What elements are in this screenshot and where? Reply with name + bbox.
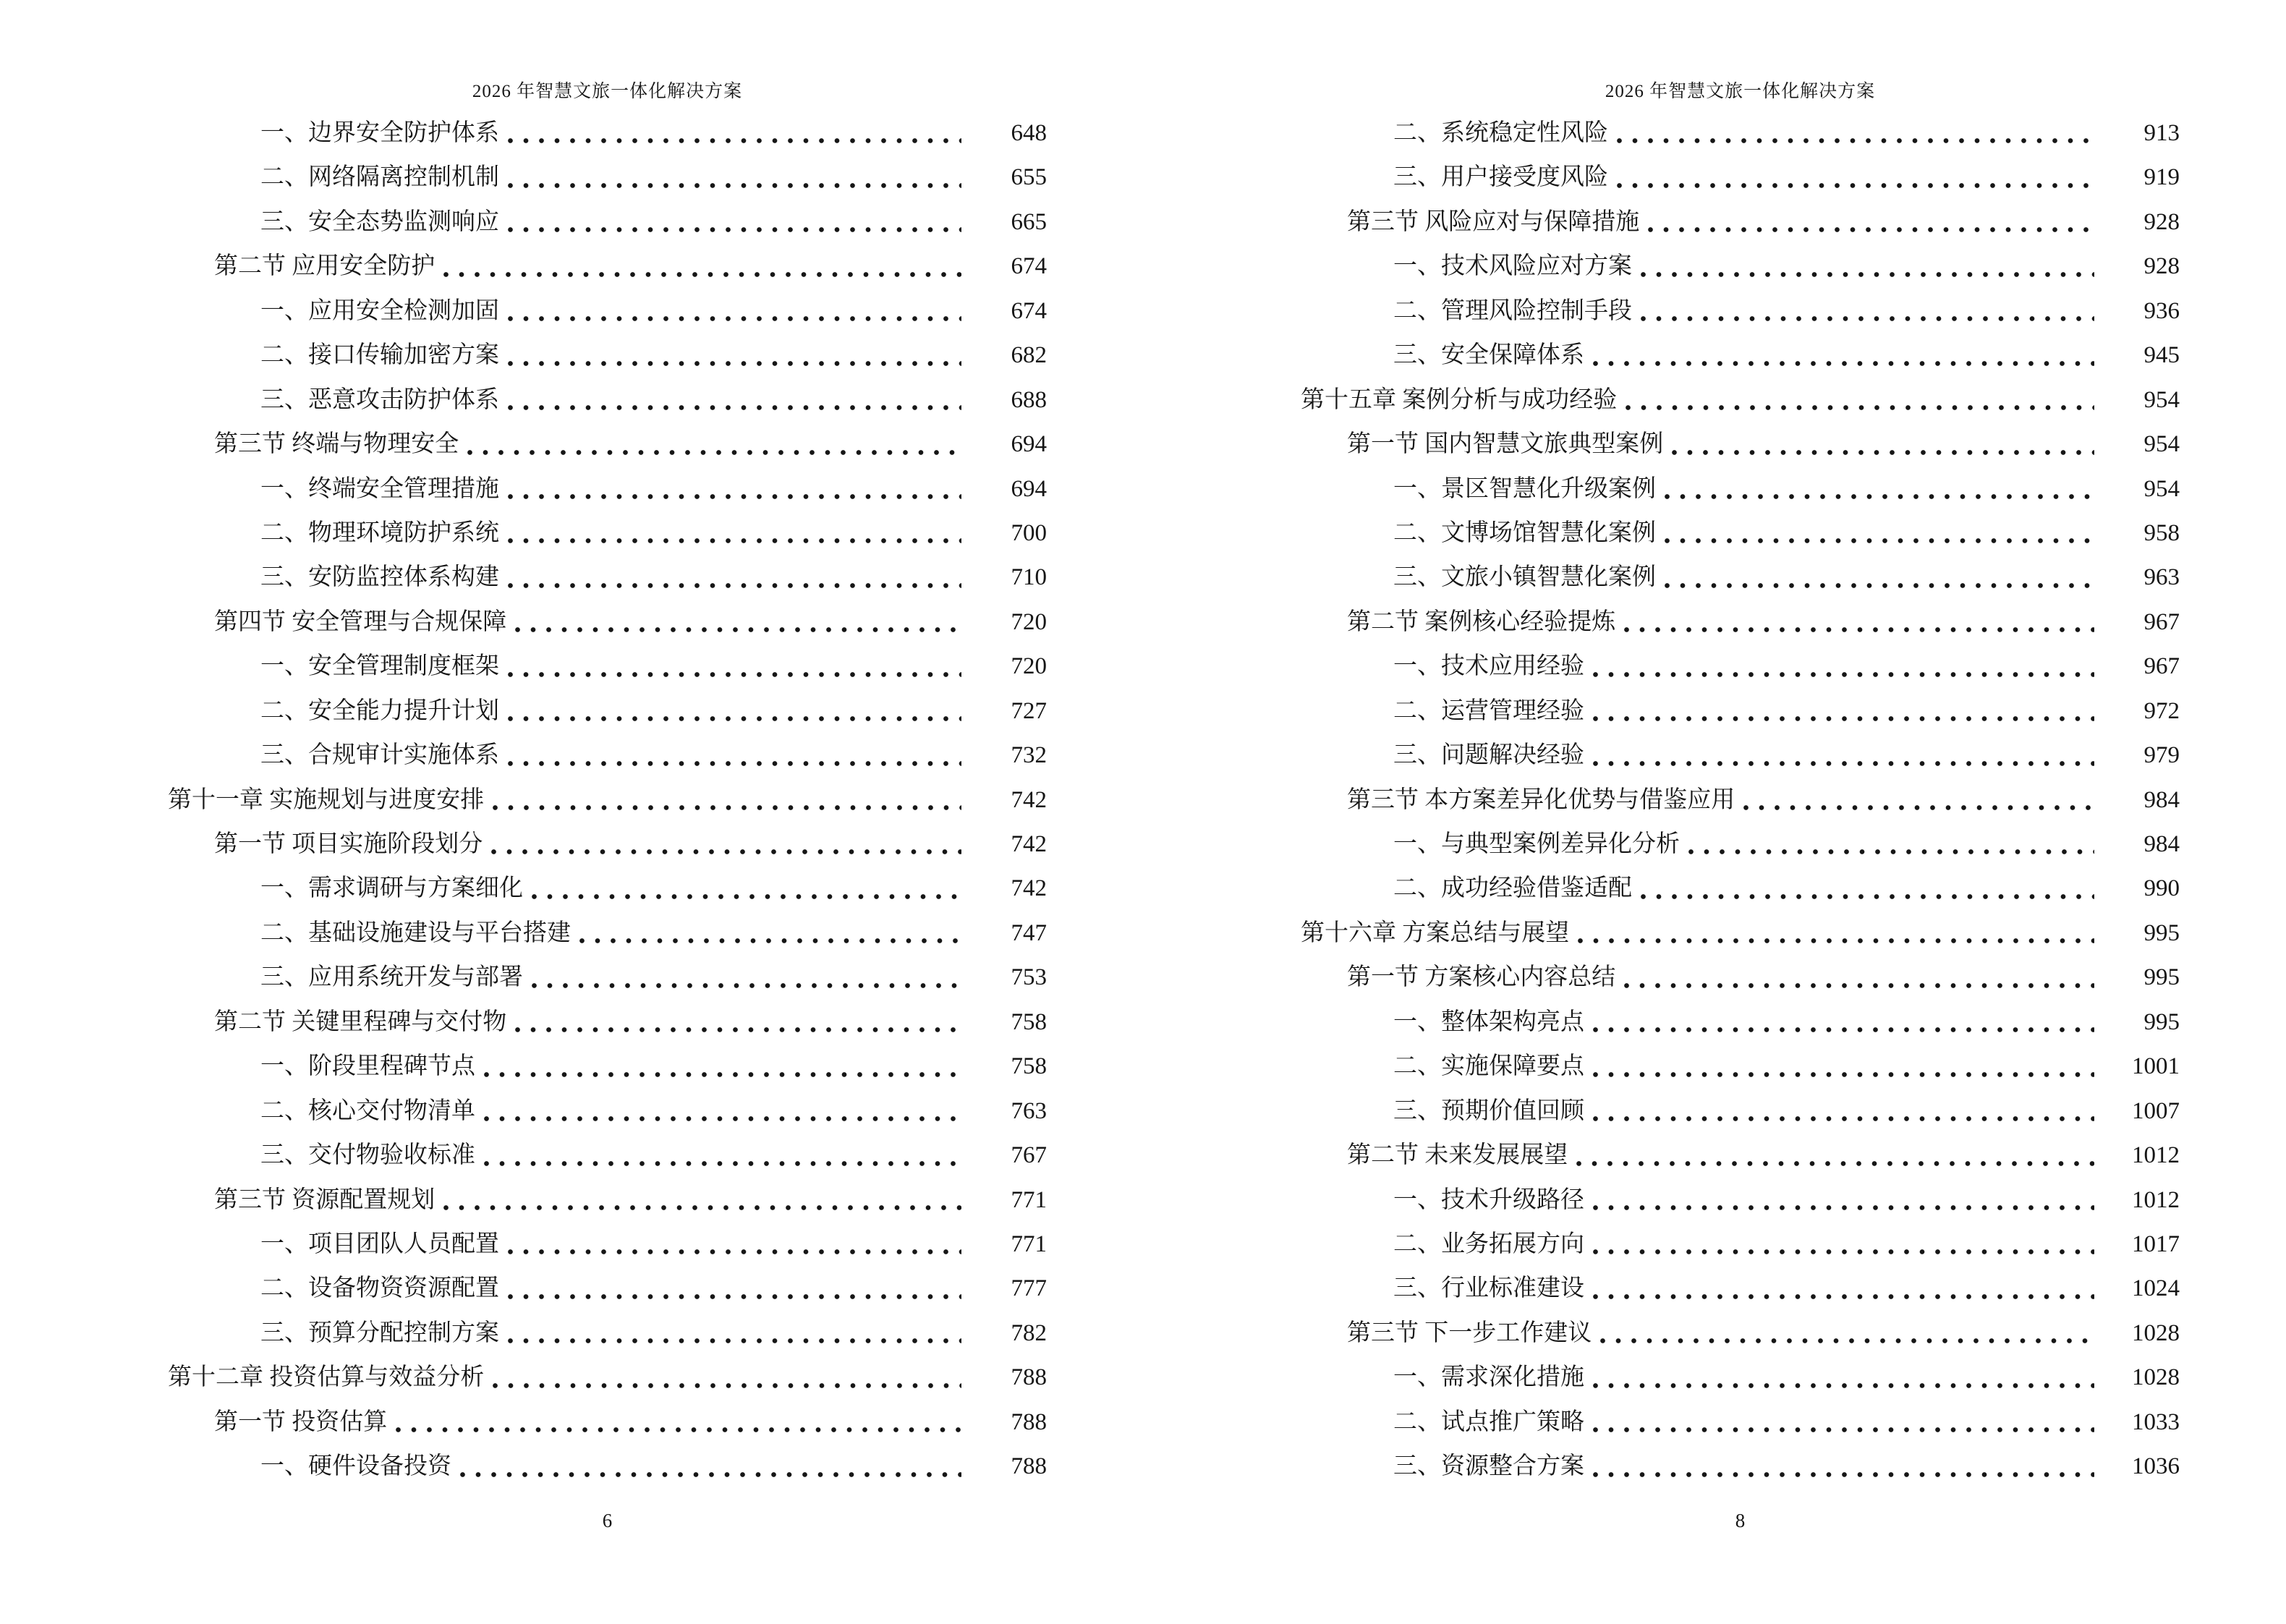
toc-entry-title: 二、系统稳定性风险 (1393, 120, 1608, 146)
dot-leader (508, 645, 961, 689)
toc-entry-title: 第十六章 方案总结与展望 (1301, 919, 1570, 946)
toc-entry[interactable] (168, 1223, 1047, 1267)
toc-entry-title: 三、资源整合方案 (1393, 1453, 1584, 1480)
toc-entry-title: 一、项目团队人员配置 (260, 1230, 499, 1257)
dot-leader (1665, 556, 2094, 600)
toc-entry-page: 954 (2143, 386, 2180, 413)
toc-entry[interactable] (1301, 778, 2180, 822)
toc-entry-page: 963 (2143, 564, 2180, 591)
toc-entry-page: 747 (1011, 919, 1047, 946)
toc-entry-page: 972 (2143, 697, 2180, 724)
toc-entry[interactable] (1301, 1000, 2180, 1045)
toc-entry[interactable] (168, 689, 1047, 734)
toc-entry-title: 第二节 关键里程碑与交付物 (214, 1008, 507, 1035)
toc-entry[interactable] (1301, 600, 2180, 645)
toc-entry-title: 三、恶意攻击防护体系 (260, 386, 499, 413)
toc-entry[interactable] (168, 867, 1047, 911)
toc-page-right (1301, 0, 2180, 1624)
toc-entry-page: 945 (2143, 342, 2180, 369)
toc-entry[interactable] (168, 1134, 1047, 1178)
toc-entry[interactable] (1301, 1089, 2180, 1134)
toc-entry[interactable] (1301, 333, 2180, 378)
dot-leader (1593, 1356, 2094, 1400)
dot-leader (1665, 511, 2094, 556)
toc-entry-page: 1017 (2132, 1230, 2180, 1257)
toc-entry-title: 三、安全保障体系 (1393, 342, 1584, 369)
toc-entry[interactable] (1301, 1045, 2180, 1089)
toc-entry-page: 758 (1011, 1008, 1047, 1035)
toc-entry[interactable] (1301, 200, 2180, 245)
dot-leader (1593, 734, 2094, 778)
toc-entry-page: 788 (1011, 1364, 1047, 1391)
dot-leader (508, 1267, 961, 1311)
toc-page-left (168, 0, 1047, 1624)
toc-entry-title: 一、技术风险应对方案 (1393, 253, 1632, 280)
dot-leader (508, 333, 961, 378)
toc-entry-title: 二、物理环境防护系统 (260, 519, 499, 546)
toc-entry-page: 694 (1011, 431, 1047, 458)
toc-entry-page: 995 (2143, 1008, 2180, 1035)
toc-list (1301, 111, 2180, 1489)
dot-leader (1624, 600, 2094, 645)
toc-entry-page: 674 (1011, 253, 1047, 280)
toc-entry[interactable] (168, 1089, 1047, 1134)
toc-entry-page: 732 (1011, 742, 1047, 769)
toc-entry-page: 665 (1011, 208, 1047, 235)
dot-leader (443, 1178, 961, 1223)
toc-entry[interactable] (168, 1400, 1047, 1445)
toc-entry-title: 第三节 资源配置规划 (214, 1186, 435, 1213)
toc-entry-page: 1028 (2132, 1319, 2180, 1346)
toc-entry-title: 三、行业标准建设 (1393, 1275, 1584, 1302)
dot-leader (508, 467, 961, 511)
toc-entry[interactable] (1301, 956, 2180, 1000)
toc-entry-page: 1033 (2132, 1408, 2180, 1435)
toc-entry-page: 742 (1011, 786, 1047, 813)
toc-entry-page: 936 (2143, 297, 2180, 324)
dot-leader (1593, 1000, 2094, 1045)
dot-leader (1593, 1400, 2094, 1445)
dot-leader (515, 600, 961, 645)
toc-entry-title: 第十二章 投资估算与效益分析 (168, 1364, 485, 1391)
toc-entry-title: 第十五章 案例分析与成功经验 (1301, 386, 1618, 413)
dot-leader (484, 1134, 961, 1178)
dot-leader (579, 911, 961, 956)
toc-entry-title: 一、技术升级路径 (1393, 1186, 1584, 1213)
dot-leader (467, 422, 961, 467)
toc-entry-title: 一、硬件设备投资 (260, 1453, 451, 1480)
toc-entry[interactable] (168, 1000, 1047, 1045)
toc-entry-title: 二、管理风险控制手段 (1393, 297, 1632, 324)
dot-leader (508, 289, 961, 333)
toc-entry-page: 958 (2143, 519, 2180, 546)
dot-leader (460, 1445, 961, 1489)
dot-leader (1617, 111, 2094, 156)
toc-entry-title: 第一节 国内智慧文旅典型案例 (1347, 431, 1664, 458)
dot-leader (1593, 1267, 2094, 1311)
dot-leader (508, 200, 961, 245)
toc-entry[interactable] (168, 1356, 1047, 1400)
toc-entry[interactable] (168, 1045, 1047, 1089)
toc-entry-page: 1028 (2132, 1364, 2180, 1391)
toc-entry-title: 一、技术应用经验 (1393, 653, 1584, 680)
toc-entry[interactable] (168, 734, 1047, 778)
toc-entry[interactable] (1301, 245, 2180, 289)
toc-entry-page: 928 (2143, 208, 2180, 235)
dot-leader (1593, 1223, 2094, 1267)
dot-leader (1624, 956, 2094, 1000)
toc-entry[interactable] (168, 156, 1047, 200)
page-header: 2026 年智慧文旅一体化解决方案 (1605, 82, 1876, 101)
toc-entry-title: 二、实施保障要点 (1393, 1053, 1584, 1080)
page-number: 6 (602, 1510, 613, 1531)
dot-leader (508, 556, 961, 600)
toc-entry-page: 742 (1011, 875, 1047, 902)
toc-entry[interactable] (168, 645, 1047, 689)
toc-entry-page: 919 (2143, 164, 2180, 191)
dot-leader (1593, 645, 2094, 689)
toc-entry[interactable] (1301, 822, 2180, 867)
dot-leader (1648, 200, 2094, 245)
dot-leader (1600, 1311, 2094, 1356)
toc-entry[interactable] (168, 333, 1047, 378)
dot-leader (1576, 1134, 2094, 1178)
toc-entry-title: 第二节 案例核心经验提炼 (1347, 608, 1616, 635)
toc-entry[interactable] (168, 289, 1047, 333)
toc-entry[interactable] (1301, 1356, 2180, 1400)
dot-leader (493, 778, 961, 822)
toc-entry-page: 782 (1011, 1319, 1047, 1346)
toc-entry[interactable] (1301, 422, 2180, 467)
toc-entry[interactable] (168, 1267, 1047, 1311)
toc-entry-page: 742 (1011, 831, 1047, 857)
toc-entry[interactable] (168, 1311, 1047, 1356)
toc-entry[interactable] (168, 200, 1047, 245)
toc-entry-page: 928 (2143, 253, 2180, 280)
dot-leader (532, 867, 961, 911)
toc-entry[interactable] (168, 467, 1047, 511)
dot-leader (1641, 867, 2094, 911)
dot-leader (396, 1400, 961, 1445)
toc-entry-title: 二、文博场馆智慧化案例 (1393, 519, 1656, 546)
toc-list (168, 111, 1047, 1489)
dot-leader (532, 956, 961, 1000)
toc-entry-title: 第一节 方案核心内容总结 (1347, 964, 1616, 991)
toc-entry-page: 777 (1011, 1275, 1047, 1302)
toc-entry-title: 第四节 安全管理与合规保障 (214, 608, 507, 635)
toc-entry-title: 第二节 应用安全防护 (214, 253, 435, 280)
dot-leader (508, 689, 961, 734)
toc-entry-title: 一、应用安全检测加固 (260, 297, 499, 324)
toc-entry-page: 913 (2143, 120, 2180, 146)
toc-entry-page: 788 (1011, 1408, 1047, 1435)
toc-entry[interactable] (168, 245, 1047, 289)
toc-entry[interactable] (168, 378, 1047, 422)
toc-entry-title: 三、交付物验收标准 (260, 1142, 475, 1169)
toc-entry-page: 694 (1011, 475, 1047, 502)
toc-entry-page: 1024 (2132, 1275, 2180, 1302)
toc-entry-page: 763 (1011, 1097, 1047, 1124)
toc-entry-page: 1036 (2132, 1453, 2180, 1480)
toc-entry-title: 第一节 投资估算 (214, 1408, 388, 1435)
dot-leader (508, 1311, 961, 1356)
toc-entry-title: 三、预算分配控制方案 (260, 1319, 499, 1346)
toc-entry-title: 第一节 项目实施阶段划分 (214, 831, 483, 857)
dot-leader (1593, 689, 2094, 734)
toc-entry-title: 三、问题解决经验 (1393, 742, 1584, 769)
toc-entry-page: 954 (2143, 431, 2180, 458)
toc-entry-title: 一、整体架构亮点 (1393, 1008, 1584, 1035)
dot-leader (508, 1223, 961, 1267)
dot-leader (1672, 422, 2094, 467)
toc-entry-title: 三、用户接受度风险 (1393, 164, 1608, 191)
toc-entry-page: 995 (2143, 919, 2180, 946)
toc-entry[interactable] (1301, 1267, 2180, 1311)
toc-entry-page: 979 (2143, 742, 2180, 769)
toc-entry-title: 二、网络隔离控制机制 (260, 164, 499, 191)
toc-entry-page: 648 (1011, 120, 1047, 146)
dot-leader (515, 1000, 961, 1045)
toc-entry-page: 710 (1011, 564, 1047, 591)
dot-leader (1626, 378, 2094, 422)
toc-entry-page: 967 (2143, 608, 2180, 635)
toc-entry-page: 1001 (2132, 1053, 2180, 1080)
toc-entry-page: 995 (2143, 964, 2180, 991)
toc-entry[interactable] (168, 422, 1047, 467)
toc-entry[interactable] (1301, 1134, 2180, 1178)
toc-entry[interactable] (1301, 734, 2180, 778)
toc-entry[interactable] (168, 111, 1047, 156)
toc-entry-title: 第十一章 实施规划与进度安排 (168, 786, 485, 813)
toc-entry-page: 753 (1011, 964, 1047, 991)
toc-entry[interactable] (168, 511, 1047, 556)
toc-entry[interactable] (168, 778, 1047, 822)
toc-entry-title: 一、阶段里程碑节点 (260, 1053, 475, 1080)
toc-entry[interactable] (168, 1445, 1047, 1489)
dot-leader (508, 734, 961, 778)
dot-leader (1641, 289, 2094, 333)
toc-entry[interactable] (1301, 156, 2180, 200)
toc-entry[interactable] (1301, 378, 2180, 422)
toc-entry-title: 一、景区智慧化升级案例 (1393, 475, 1656, 502)
dot-leader (1688, 822, 2094, 867)
dot-leader (491, 822, 961, 867)
toc-entry-title: 三、安全态势监测响应 (260, 208, 499, 235)
toc-entry[interactable] (1301, 289, 2180, 333)
toc-entry[interactable] (168, 956, 1047, 1000)
toc-entry-title: 一、边界安全防护体系 (260, 120, 499, 146)
toc-entry-title: 第三节 风险应对与保障措施 (1347, 208, 1640, 235)
toc-entry-page: 688 (1011, 386, 1047, 413)
dot-leader (1593, 1178, 2094, 1223)
toc-entry-page: 1007 (2132, 1097, 2180, 1124)
toc-entry-page: 788 (1011, 1453, 1047, 1480)
toc-entry-title: 二、试点推广策略 (1393, 1408, 1584, 1435)
toc-entry[interactable] (1301, 1400, 2180, 1445)
dot-leader (508, 378, 961, 422)
toc-entry-page: 771 (1011, 1230, 1047, 1257)
toc-entry-title: 二、设备物资资源配置 (260, 1275, 499, 1302)
toc-entry-title: 二、成功经验借鉴适配 (1393, 875, 1632, 902)
dot-leader (493, 1356, 961, 1400)
toc-entry-title: 一、需求深化措施 (1393, 1364, 1584, 1391)
toc-entry-title: 三、预期价值回顾 (1393, 1097, 1584, 1124)
dot-leader (484, 1045, 961, 1089)
dot-leader (1593, 1089, 2094, 1134)
page-header: 2026 年智慧文旅一体化解决方案 (472, 82, 743, 101)
toc-entry[interactable] (1301, 511, 2180, 556)
toc-entry-title: 第三节 终端与物理安全 (214, 431, 459, 458)
toc-entry-title: 二、运营管理经验 (1393, 697, 1584, 724)
toc-entry-title: 第二节 未来发展展望 (1347, 1142, 1568, 1169)
dot-leader (1593, 1445, 2094, 1489)
toc-entry-page: 984 (2143, 831, 2180, 857)
dot-leader (443, 245, 961, 289)
dot-leader (1743, 778, 2094, 822)
dot-leader (1617, 156, 2094, 200)
toc-entry[interactable] (1301, 867, 2180, 911)
toc-entry-title: 二、基础设施建设与平台搭建 (260, 919, 571, 946)
toc-entry-title: 一、与典型案例差异化分析 (1393, 831, 1680, 857)
dot-leader (1665, 467, 2094, 511)
toc-entry-title: 一、需求调研与方案细化 (260, 875, 523, 902)
toc-entry-title: 三、安防监控体系构建 (260, 564, 499, 591)
toc-entry[interactable] (168, 556, 1047, 600)
page-number: 8 (1735, 1510, 1746, 1531)
toc-entry-page: 954 (2143, 475, 2180, 502)
dot-leader (1593, 1045, 2094, 1089)
toc-entry-title: 第三节 下一步工作建议 (1347, 1319, 1592, 1346)
toc-entry[interactable] (1301, 1311, 2180, 1356)
toc-entry-title: 二、安全能力提升计划 (260, 697, 499, 724)
toc-entry-page: 655 (1011, 164, 1047, 191)
toc-entry-page: 720 (1011, 608, 1047, 635)
toc-entry[interactable] (168, 600, 1047, 645)
toc-entry-title: 三、文旅小镇智慧化案例 (1393, 564, 1656, 591)
toc-entry[interactable] (1301, 645, 2180, 689)
toc-entry[interactable] (1301, 467, 2180, 511)
toc-entry[interactable] (168, 911, 1047, 956)
dot-leader (484, 1089, 961, 1134)
toc-entry-title: 二、核心交付物清单 (260, 1097, 475, 1124)
toc-entry-page: 758 (1011, 1053, 1047, 1080)
toc-entry[interactable] (1301, 1178, 2180, 1223)
toc-entry-page: 682 (1011, 342, 1047, 369)
toc-entry-page: 1012 (2132, 1142, 2180, 1169)
dot-leader (1578, 911, 2094, 956)
toc-entry-title: 一、终端安全管理措施 (260, 475, 499, 502)
toc-entry-title: 三、合规审计实施体系 (260, 742, 499, 769)
toc-entry[interactable] (1301, 911, 2180, 956)
toc-entry-title: 一、安全管理制度框架 (260, 653, 499, 680)
toc-entry-title: 二、接口传输加密方案 (260, 342, 499, 369)
toc-entry-page: 767 (1011, 1142, 1047, 1169)
toc-entry-page: 990 (2143, 875, 2180, 902)
toc-entry-title: 三、应用系统开发与部署 (260, 964, 523, 991)
dot-leader (508, 156, 961, 200)
dot-leader (508, 511, 961, 556)
toc-entry[interactable] (168, 1178, 1047, 1223)
toc-entry-title: 第三节 本方案差异化优势与借鉴应用 (1347, 786, 1735, 813)
toc-entry[interactable] (1301, 556, 2180, 600)
toc-entry-title: 二、业务拓展方向 (1393, 1230, 1584, 1257)
toc-entry-page: 700 (1011, 519, 1047, 546)
toc-entry-page: 967 (2143, 653, 2180, 680)
toc-entry[interactable] (1301, 689, 2180, 734)
toc-entry[interactable] (1301, 111, 2180, 156)
toc-entry-page: 720 (1011, 653, 1047, 680)
dot-leader (1593, 333, 2094, 378)
toc-entry[interactable] (168, 822, 1047, 867)
toc-entry[interactable] (1301, 1445, 2180, 1489)
toc-entry-page: 984 (2143, 786, 2180, 813)
toc-entry[interactable] (1301, 1223, 2180, 1267)
toc-entry-page: 674 (1011, 297, 1047, 324)
dot-leader (1641, 245, 2094, 289)
toc-entry-page: 727 (1011, 697, 1047, 724)
toc-entry-page: 1012 (2132, 1186, 2180, 1213)
toc-entry-page: 771 (1011, 1186, 1047, 1213)
dot-leader (508, 111, 961, 156)
